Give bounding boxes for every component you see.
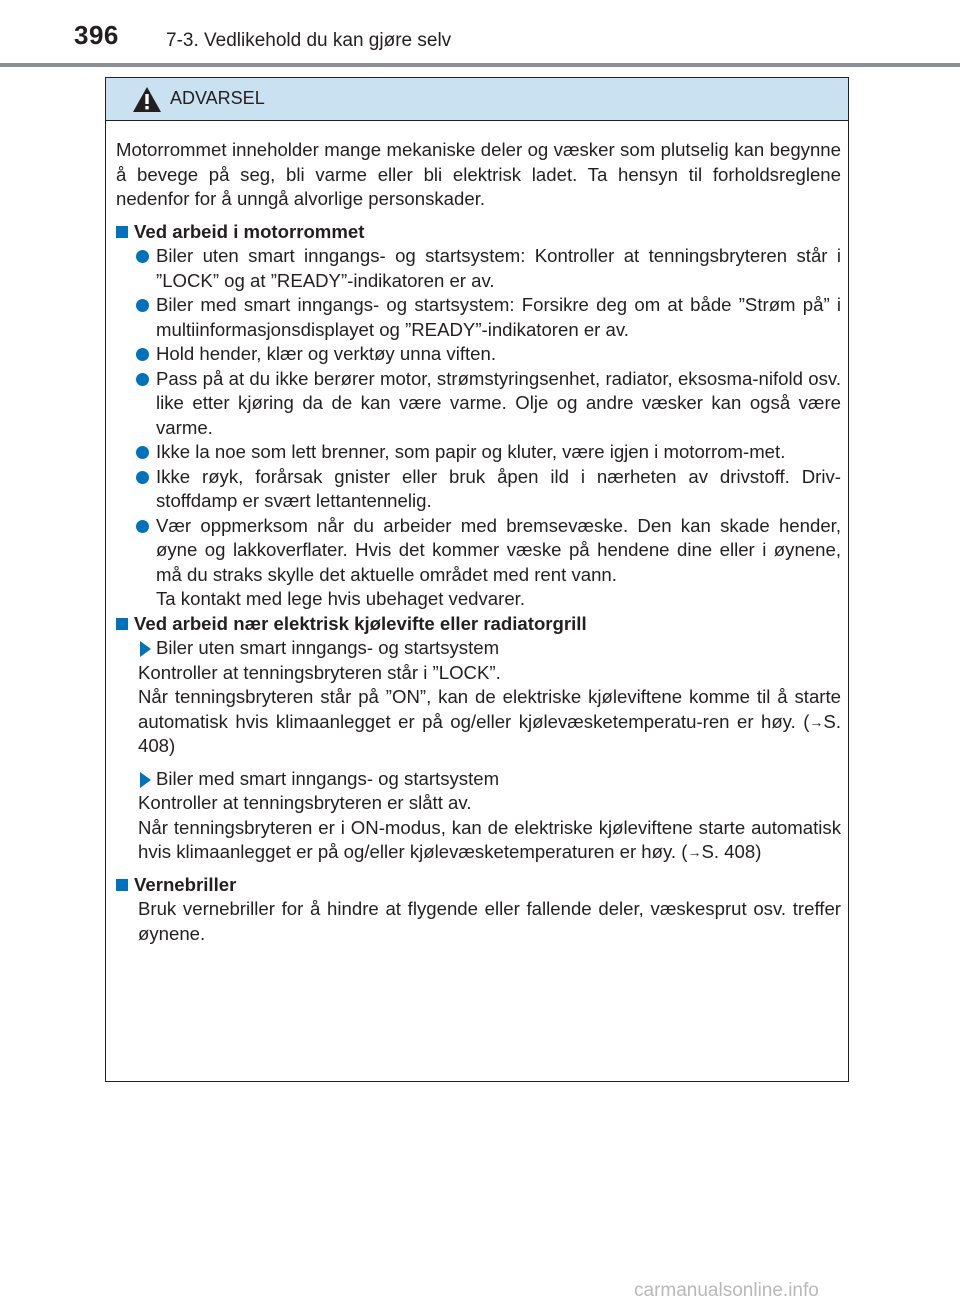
subheading: Ved arbeid nær elektrisk kjølevifte eller radiatorgrill xyxy=(116,612,841,637)
warning-content xyxy=(116,138,841,954)
warning-label: ADVARSEL xyxy=(170,88,265,108)
list-item: Hold hender, klær og verktøy unna viften. xyxy=(116,342,841,367)
circle-bullet-icon xyxy=(136,250,149,263)
circle-bullet-icon xyxy=(136,348,149,361)
list-item: Vær oppmerksom når du arbeider med bremsevæske. Den kan skade hender, øyne og lakkoverflater. Hvis det kommer væske på hendene dine eller i øynene, må du straks skylle det aktuelle området med rent vann. xyxy=(116,514,841,588)
triangle-bullet-icon xyxy=(140,641,151,657)
arrow-icon: → xyxy=(687,844,702,860)
list-item: Ikke røyk, forårsak gnister eller bruk åpen ild i nærheten av drivstoff. Driv-stoffdamp er svært lettantennelig. xyxy=(116,465,841,514)
watermark: carmanualsonline.info xyxy=(634,1280,819,1301)
circle-bullet-icon xyxy=(136,446,149,459)
square-bullet-icon xyxy=(116,226,128,238)
list-item: Pass på at du ikke berører motor, strømstyringsenhet, radiator, eksosma-nifold osv. like etter kjøring da de kan være varme. Olje og andre væsker kan også være varme. xyxy=(116,367,841,441)
circle-bullet-icon xyxy=(136,373,149,386)
case-text: Kontroller at tenningsbryteren står i ”LOCK”. Når tenningsbryteren står på ”ON”, kan de elektriske kjøleviftene komme til å starte automatisk hvis klimaanlegget er på og/eller kjølevæsketemperatu-ren er høy. (→S. 408) xyxy=(138,661,841,756)
circle-bullet-icon xyxy=(136,471,149,484)
case-label: Biler uten smart inngangs- og startsystem xyxy=(116,636,841,661)
triangle-bullet-icon xyxy=(140,772,151,788)
section-title: 7-3. Vedlikehold du kan gjøre selv xyxy=(166,30,452,51)
arrow-icon: → xyxy=(809,713,824,730)
warning-header xyxy=(106,78,848,121)
circle-bullet-icon xyxy=(136,299,149,312)
case-label: Biler med smart inngangs- og startsystem xyxy=(116,767,841,792)
header-divider xyxy=(0,63,960,67)
list-item: Ikke la noe som lett brenner, som papir og kluter, være igjen i motorrom-met. xyxy=(116,440,841,465)
page-number: 396 xyxy=(74,20,119,50)
circle-bullet-icon xyxy=(136,520,149,533)
list-item: Biler med smart inngangs- og startsystem: Forsikre deg om at både ”Strøm på” i multiinformasjonsdisplayet og ”READY”-indikatoren er av. xyxy=(116,293,841,342)
warning-intro: Motorrommet inneholder mange mekaniske deler og væsker som plutselig kan begynne å bevege på seg, bli varme eller bli elektrisk ladet. Ta hensyn til forholdsreglene nedenfor for å unngå alvorlige personskader. xyxy=(116,139,841,209)
list-item: Biler uten smart inngangs- og startsystem: Kontroller at tenningsbryteren står i ”LOCK” og at ”READY”-indikatoren er av. xyxy=(116,244,841,293)
square-bullet-icon xyxy=(116,879,128,891)
case-text: Kontroller at tenningsbryteren er slått av. Når tenningsbryteren er i ON-modus, kan de elektriske kjøleviftene starte automatisk hvis klimaanlegget er på og/eller kjølevæsketemperaturen er høy. (→S. 408) xyxy=(116,791,841,865)
list-item-continuation: Ta kontakt med lege hvis ubehaget vedvarer. xyxy=(156,588,526,609)
subheading: Ved arbeid i motorrommet xyxy=(116,220,841,245)
square-bullet-icon xyxy=(116,618,128,630)
subheading: Vernebriller xyxy=(116,873,841,898)
warning-triangle-icon xyxy=(132,86,162,113)
section-text: Bruk vernebriller for å hindre at flygende eller fallende deler, væskesprut osv. treffer øynene. xyxy=(138,898,841,944)
warning-box xyxy=(105,77,849,1082)
